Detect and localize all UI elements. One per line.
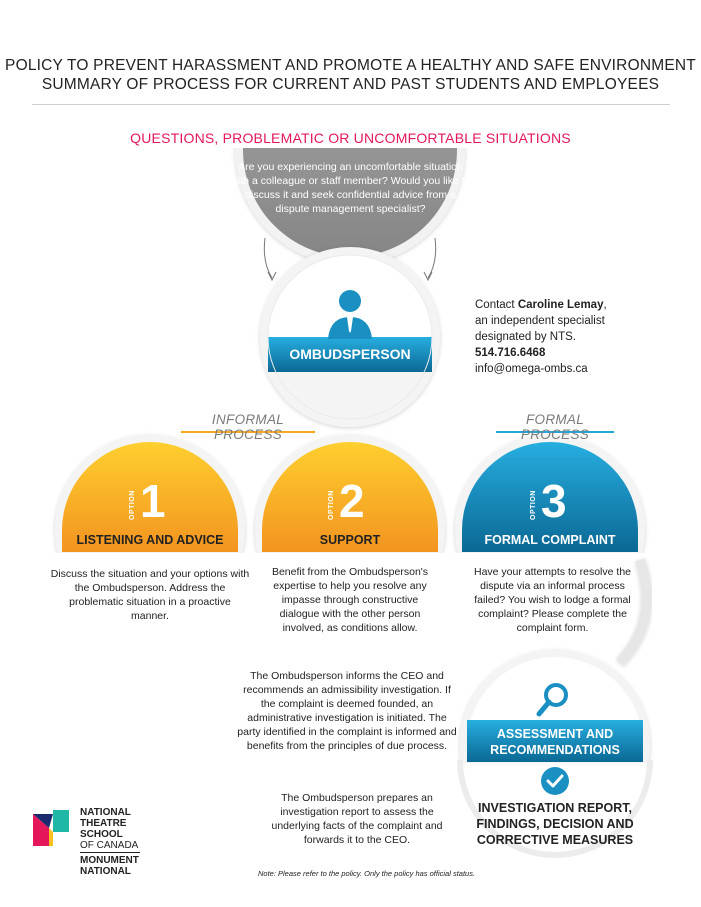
footer-note: Note: Please refer to the policy. Only the policy has official status. [258, 869, 476, 878]
contact-prefix: Contact [475, 299, 518, 311]
option-1-number: 1 [140, 475, 166, 527]
logo-line-6: NATIONAL [80, 866, 131, 877]
questions-heading: QUESTIONS, PROBLEMATIC OR UNCOMFORTABLE SITUATIONS [130, 130, 571, 146]
option-1-word: OPTION [129, 490, 136, 520]
option-2-number: 2 [339, 475, 365, 527]
logo-line-2: THEATRE [80, 818, 127, 829]
formal-process-label: FORMAL PROCESS [520, 412, 590, 442]
checkmark-icon [540, 766, 570, 796]
contact-line-1: Contact Caroline Lemay, [475, 299, 607, 311]
contact-line-2: an independent specialist [475, 315, 605, 327]
questions-circle [235, 35, 465, 265]
contact-phone: 514.716.6468 [475, 347, 546, 359]
assessment-label [467, 726, 643, 758]
contact-info [475, 297, 607, 377]
logo-divider [80, 852, 140, 853]
informal-process-label: INFORMAL PROCESS [211, 412, 285, 442]
logo-line-1: NATIONAL [80, 807, 131, 818]
option-3-number: 3 [541, 475, 567, 527]
logo-line-4: OF CANADA [80, 840, 139, 851]
magnifier-icon [534, 680, 574, 720]
final-line-3: CORRECTIVE MEASURES [476, 833, 634, 847]
final-outcome [470, 800, 640, 848]
option-1-label: LISTENING AND ADVICE [76, 533, 224, 547]
option-3-description: Have your attempts to resolve the dispute via an informal process failed? You wish to lodge a formal complaint? Please complete the complaint form. [474, 566, 631, 634]
assessment-label-line-1: ASSESSMENT AND [496, 727, 614, 741]
final-line-2: FINDINGS, DECISION AND [476, 817, 634, 831]
title-line-1: POLICY TO PREVENT HARASSMENT AND PROMOTE A HEALTHY AND SAFE ENVIRONMENT [5, 57, 696, 74]
assessment-label-line-2: RECOMMENDATIONS [490, 743, 620, 757]
contact-line-3: designated by NTS. [475, 331, 577, 343]
option-3-label: FORMAL COMPLAINT [484, 533, 616, 547]
assessment-description: The Ombudsperson informs the CEO and recommends an admissibility investigation. If the complaint is deemed founded, an administrative investigation is initiated. The party identified in the complaint is informed and benefits from the principles of due process. [237, 670, 457, 752]
option-2-description: Benefit from the Ombudsperson's expertise to help you resolve any impasse through constructive dialogue with the other person involved, as conditions allow. [271, 566, 429, 634]
logo-line-3: SCHOOL [80, 829, 123, 840]
contact-email[interactable]: info@omega-ombs.ca [475, 363, 588, 375]
title-line-2: SUMMARY OF PROCESS FOR CURRENT AND PAST STUDENTS AND EMPLOYEES [41, 76, 660, 93]
option-2-label: SUPPORT [319, 533, 381, 547]
contact-name: Caroline Lemay [517, 299, 604, 311]
ombudsperson-label: OMBUDSPERSON [289, 346, 411, 362]
questions-text: Are you experiencing an uncomfortable situation with a colleague or staff member? Would you like to discuss it and seek confidential advice from a dispute management specialist? [230, 161, 471, 215]
person-icon [320, 287, 380, 345]
report-description: The Ombudsperson prepares an investigation report to assess the underlying facts of the complaint and forwards it to the CEO. [271, 792, 443, 846]
option-2-word: OPTION [328, 490, 335, 520]
nts-logo [31, 808, 71, 848]
option-1-description: Discuss the situation and your options with the Ombudsperson. Address the problematic situation in a proactive manner. [50, 568, 250, 622]
logo-line-5: MONUMENT [80, 855, 139, 866]
nts-logo-text [80, 807, 139, 877]
final-line-1: INVESTIGATION REPORT, [478, 801, 632, 815]
option-3-word: OPTION [530, 490, 537, 520]
